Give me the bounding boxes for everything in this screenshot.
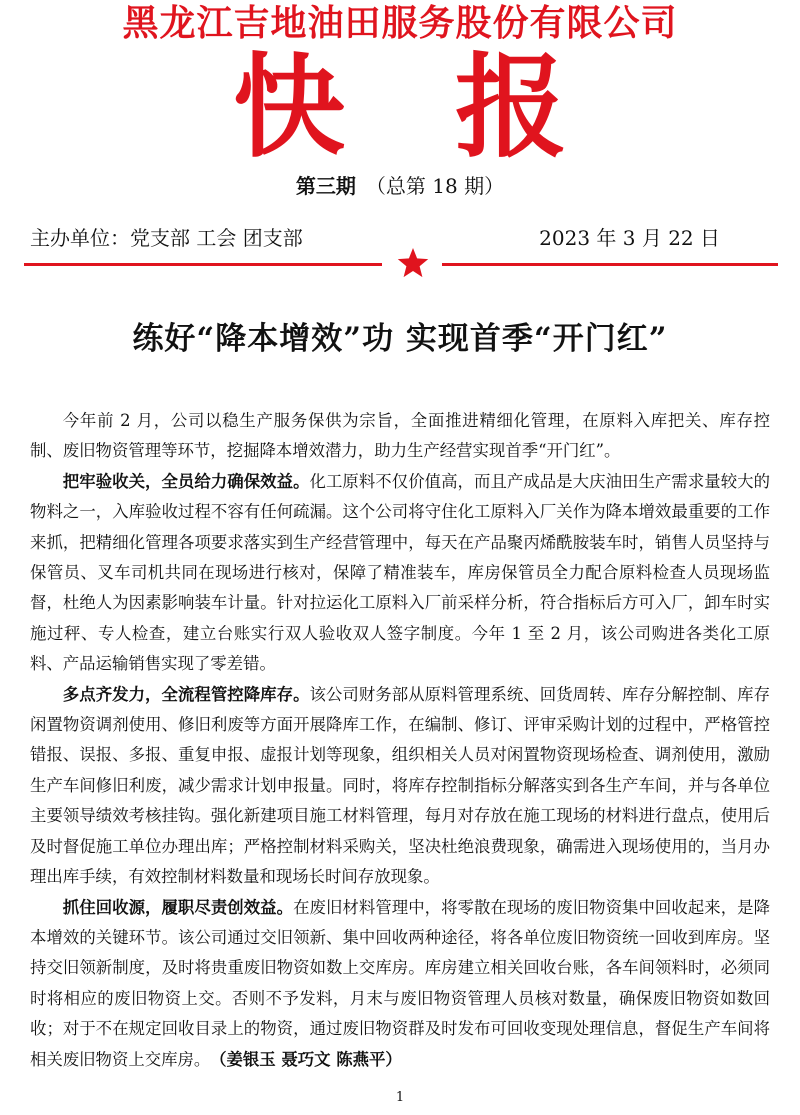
article-paragraph (30, 680, 770, 893)
paragraph-text: 该公司财务部从原料管理系统、回货周转、库存分解控制、库存闲置物资调剂使用、修旧利废等方面开展降库工作，在编制、修订、评审采购计划的过程中，严格管控错报、误报、多报、重复申报、虚报计划等现象，组织相关人员对闲置物资现场检查、调剂使用，激励生产车间修旧利废，减少需求计划申报量。同时，将库存控制指标分解落实到各生产车间，并与各单位主要领导绩效考核挂钩。强化新建项目施工材料管理，每月对存放在施工现场的材料进行盘点，使用后及时督促施工单位办理出库；严格控制材料采购关，坚决杜绝浪费现象，确需进入现场使用的，当月办理出库手续，有效控制材料数量和现场长时间存放现象。 (30, 684, 770, 887)
article-paragraph (30, 467, 770, 680)
paragraph-text: 在废旧材料管理中，将零散在现场的废旧物资集中回收起来，是降本增效的关键环节。该公司通过交旧领新、集中回收两种途径，将各单位废旧物资统一回收到库房。坚持交旧领新制度，及时将贵重废旧物资如数上交库房。库房建立相关回收台账，各车间领料时，必须同时将相应的废旧物资上交。否则不予发料，月末与废旧物资管理人员核对数量，确保废旧物资如数回收；对于不在规定回收目录上的物资，通过废旧物资群及时发布可回收变现处理信息，督促生产车间将相关废旧物资上交库房。 (30, 897, 771, 1069)
issue-total: （总第 18 期） (365, 174, 505, 198)
masthead-title: 快报 (233, 43, 677, 173)
page-number: 1 (395, 1090, 405, 1105)
star-icon (396, 246, 430, 280)
paragraph-text: 今年前 2 月，公司以稳生产服务保供为宗旨，全面推进精细化管理，在原料入库把关、库存控制、废旧物资管理等环节，挖掘降本增效潜力，助力生产经营实现首季“开门红”。 (30, 411, 770, 461)
article-headline: 练好“降本增效”功 实现首季“开门红” (132, 321, 668, 357)
company-name: 黑龙江吉地油田服务股份有限公司 (122, 3, 678, 44)
article-body (30, 406, 770, 1075)
article-paragraph (30, 893, 770, 1075)
publication-date: 2023 年 3 月 22 日 (539, 226, 720, 250)
paragraph-lead: 多点齐发力，全流程管控降库存。 (62, 684, 310, 704)
divider-left (24, 263, 382, 266)
issue-number: 第三期 (295, 174, 356, 198)
paragraph-lead: 抓住回收源，履职尽责创效益。 (62, 897, 294, 917)
paragraph-lead: 把牢验收关，全员给力确保效益。 (62, 471, 310, 491)
divider-right (442, 263, 778, 266)
sponsors: 主办单位：党支部 工会 团支部 (30, 226, 303, 250)
paragraph-text: 化工原料不仅价值高，而且产成品是大庆油田生产需求量较大的物料之一，入库验收过程不容有任何疏漏。这个公司将守住化工原料入厂关作为降本增效最重要的工作来抓，把精细化管理各项要求落实到生产经营管理中，每天在产品聚丙烯酰胺装车时，销售人员坚持与保管员、叉车司机共同在现场进行核对，保障了精准装车，库房保管员全力配合原料检查人员现场监督，杜绝人为因素影响装车计量。针对拉运化工原料入厂前采样分析，符合指标后方可入厂，卸车时实施过秤、专人检查，建立台账实行双人验收双人签字制度。今年 1 至 2 月，该公司购进各类化工原料、产品运输销售实现了零差错。 (30, 471, 770, 674)
article-paragraph (30, 406, 770, 467)
issue-line (0, 172, 800, 200)
byline: （姜银玉 聂巧文 陈燕平） (218, 1049, 402, 1069)
